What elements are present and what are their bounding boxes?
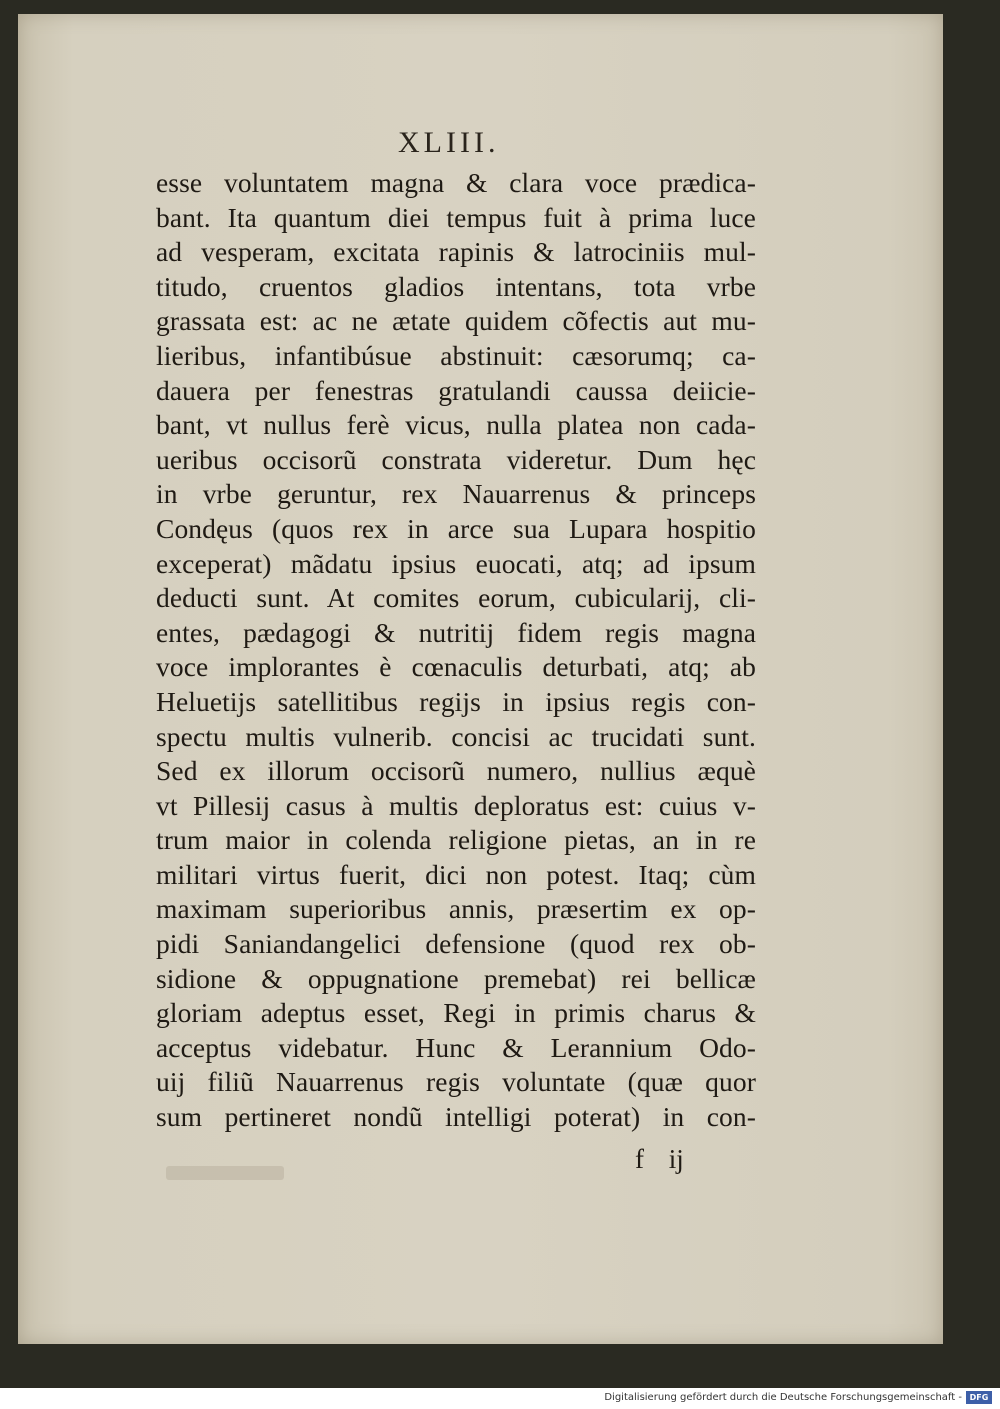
signature-mark: f ij — [635, 1144, 684, 1174]
text-line: deducti sunt. At comites eorum, cubicularij, cli- — [156, 582, 756, 614]
text-line: trum maior in colenda religione pietas, an in re — [156, 824, 756, 856]
faint-offset-mark — [166, 1166, 284, 1180]
text-line: sum pertineret nondũ intelligi poterat) in con- — [156, 1101, 756, 1133]
text-line: militari virtus fuerit, dici non potest. Itaq; cùm — [156, 858, 756, 890]
text-line: Sed ex illorum occisorũ numero, nullius æquè — [156, 755, 756, 787]
text-line: grassata est: ac ne ætate quidem cõfectis aut mu- — [156, 305, 756, 337]
text-line: maximam superioribus annis, præsertim ex op- — [156, 893, 756, 925]
text-line: dauera per fenestras gratulandi caussa deiicie- — [156, 374, 756, 406]
text-line: vt Pillesij casus à multis deploratus est: cuius v- — [156, 789, 756, 821]
text-line: lieribus, infantibúsue abstinuit: cæsorumq; ca- — [156, 339, 756, 371]
text-line: titudo, cruentos gladios intentans, tota vrbe — [156, 270, 756, 302]
text-line: exceperat) mãdatu ipsius euocati, atq; ad ipsum — [156, 547, 756, 579]
text-line: spectu multis vulnerib. concisi ac trucidati sunt. — [156, 720, 756, 752]
text-line: acceptus videbatur. Hunc & Lerannium Odo- — [156, 1031, 756, 1063]
text-line: in vrbe geruntur, rex Nauarrenus & princeps — [156, 478, 756, 510]
text-block — [156, 166, 756, 1135]
text-line: uij filiũ Nauarrenus regis voluntate (quæ quor — [156, 1066, 756, 1098]
text-line: pidi Saniandangelici defensione (quod rex ob- — [156, 928, 756, 960]
text-line: ad vesperam, excitata rapinis & latrociniis mul- — [156, 236, 756, 268]
book-page — [18, 14, 943, 1344]
text-line: bant, vt nullus ferè vicus, nulla platea non cada- — [156, 409, 756, 441]
text-line: gloriam adeptus esset, Regi in primis charus & — [156, 997, 756, 1029]
dfg-logo: DFG — [966, 1391, 992, 1404]
text-line: esse voluntatem magna & clara voce prædica- — [156, 167, 756, 198]
folio-number: XLIII. — [398, 126, 500, 159]
text-line: bant. Ita quantum diei tempus fuit à prima luce — [156, 201, 756, 233]
text-line: voce implorantes è cœnaculis deturbati, atq; ab — [156, 651, 756, 683]
digitization-credit: Digitalisierung gefördert durch die Deutsche Forschungsgemeinschaft - — [604, 1392, 962, 1403]
text-line: Condęus (quos rex in arce sua Lupara hospitio — [156, 512, 756, 544]
text-line: entes, pædagogi & nutritij fidem regis magna — [156, 616, 756, 648]
text-line: ueribus occisorũ constrata videretur. Dum hęc — [156, 443, 756, 475]
text-line: sidione & oppugnatione premebat) rei bellicæ — [156, 962, 756, 994]
text-line: Heluetijs satellitibus regijs in ipsius regis con- — [156, 685, 756, 717]
